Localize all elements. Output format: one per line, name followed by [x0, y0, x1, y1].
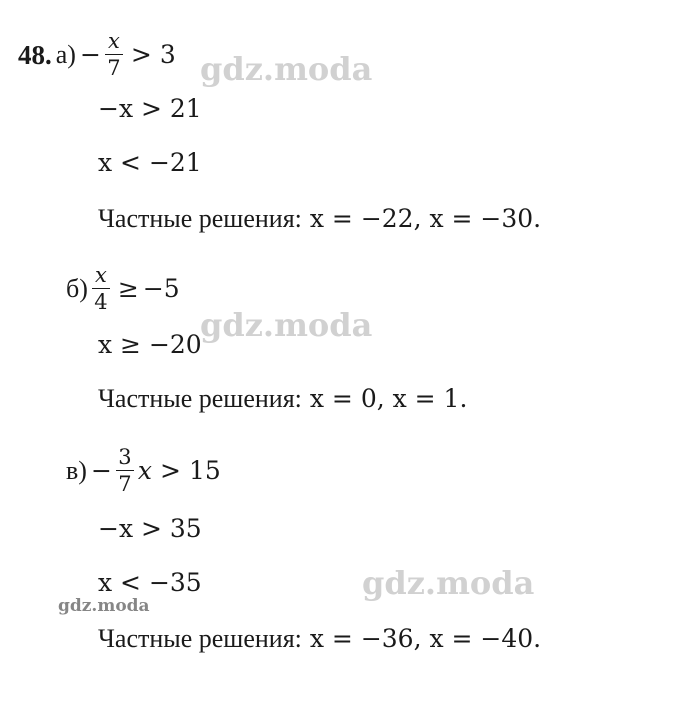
part-c-variable: x — [137, 455, 152, 485]
watermark-2: gdz.moda — [200, 306, 373, 344]
part-b-frac-den: 4 — [94, 290, 108, 314]
part-a-rhs: 3 — [159, 39, 176, 69]
part-b-frac-num: x — [94, 263, 107, 287]
part-a-frac-den: 7 — [107, 56, 121, 80]
part-c-answer-value: x = −36, x = −40. — [309, 624, 542, 653]
part-b-fraction — [92, 264, 110, 313]
part-c-rhs: 15 — [188, 455, 221, 485]
part-a-fraction — [105, 30, 123, 79]
watermark-1: gdz.moda — [200, 50, 373, 88]
part-a-minus: − — [79, 39, 101, 69]
part-b-step-1: x ≥ −20 — [98, 330, 202, 359]
part-b-first-line — [66, 264, 180, 313]
part-a-answer — [98, 204, 541, 234]
part-c-first-line — [66, 446, 221, 495]
part-a-frac-num: x — [107, 29, 120, 53]
part-c-step-1: −x > 35 — [98, 514, 202, 543]
part-a-answer-value: x = −22, x = −30. — [309, 204, 542, 233]
part-a-label: а) — [55, 39, 76, 69]
part-c-step-2: x < −35 — [98, 568, 202, 597]
watermark-3: gdz.moda — [362, 564, 535, 602]
part-c-relation: > — [160, 455, 181, 485]
part-c-minus: − — [90, 455, 112, 485]
part-a-answer-label: Частные решения: — [98, 204, 302, 233]
part-b-answer-value: x = 0, x = 1. — [309, 384, 468, 413]
part-c-frac-num: 3 — [118, 445, 132, 469]
part-a-step-1: −x > 21 — [98, 94, 202, 123]
watermark-4: gdz.moda — [58, 596, 150, 616]
part-c-fraction — [116, 446, 134, 495]
part-c-answer-label: Частные решения: — [98, 624, 302, 653]
part-b-answer — [98, 384, 467, 414]
part-b-relation: ≥ — [117, 273, 139, 303]
part-c-frac-den: 7 — [118, 472, 132, 496]
part-a-step-2: x < −21 — [98, 148, 202, 177]
part-a-relation: > — [130, 39, 152, 69]
part-a-first-line — [18, 30, 176, 79]
problem-number: 48. — [18, 39, 52, 70]
part-c-label: в) — [66, 455, 87, 485]
part-c-answer — [98, 624, 541, 654]
part-b-answer-label: Частные решения: — [98, 384, 302, 413]
part-b-rhs: −5 — [142, 273, 180, 303]
part-b-label: б) — [66, 273, 88, 303]
